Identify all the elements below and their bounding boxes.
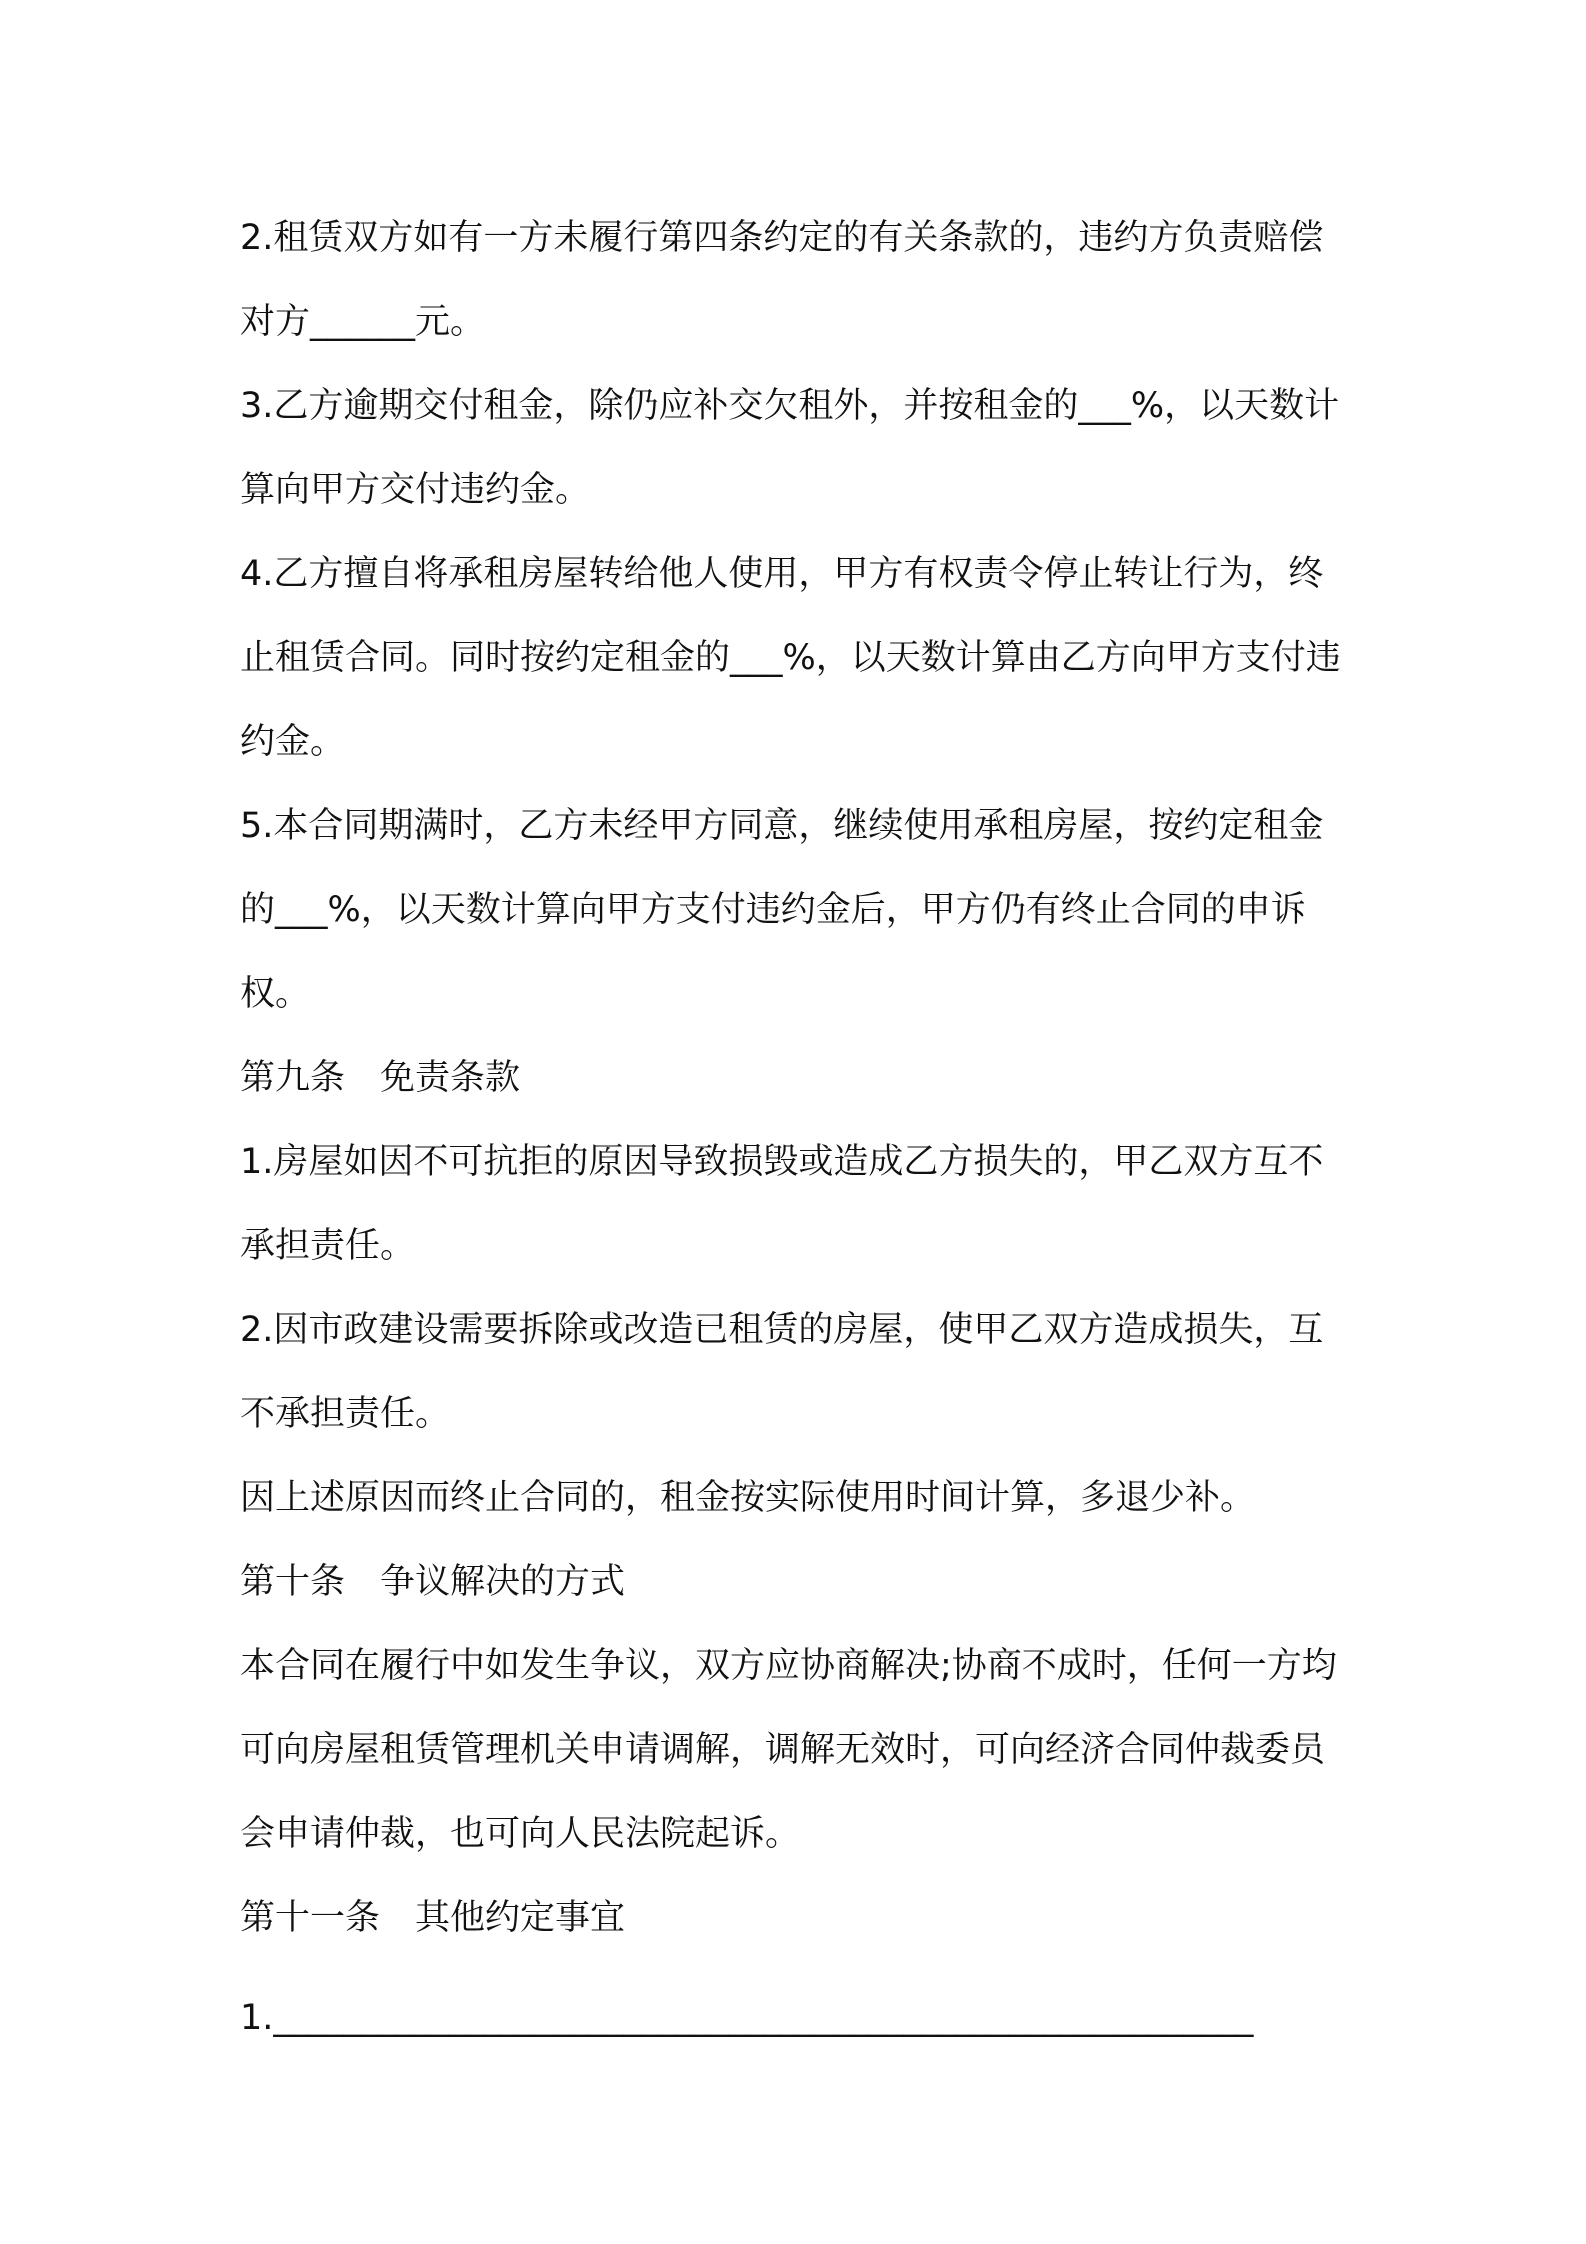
article-9-note: 因上述原因而终止合同的，租金按实际使用时间计算，多退少补。: [240, 1478, 1256, 1518]
article-11-item-1-blank: 1.________________________________________________________: [240, 1998, 1254, 2038]
article-9-item-2: 2.因市政建设需要拆除或改造已租赁的房屋，使甲乙双方造成损失，互不承担责任。: [240, 1310, 1324, 1434]
paragraph-breach-clause-5: 5.本合同期满时，乙方未经甲方同意，继续使用承租房屋，按约定租金的___%，以天数计算向甲方支付违约金后，甲方仍有终止合同的申诉权。: [240, 806, 1324, 1014]
paragraph-breach-clause-2: 2.租赁双方如有一方未履行第四条约定的有关条款的，违约方负责赔偿对方______元。: [240, 218, 1324, 342]
article-11-heading: 第十一条 其他约定事宜: [240, 1898, 626, 1938]
document-body: [240, 196, 1355, 2060]
article-10-body: 本合同在履行中如发生争议，双方应协商解决;协商不成时，任何一方均可向房屋租赁管理机关申请调解，调解无效时，可向经济合同仲裁委员会申请仲裁，也可向人民法院起诉。: [240, 1646, 1337, 1854]
paragraph-breach-clause-3: 3.乙方逾期交付租金，除仍应补交欠租外，并按租金的___%，以天数计算向甲方交付违约金。: [240, 386, 1340, 510]
article-9-item-1: 1.房屋如因不可抗拒的原因导致损毁或造成乙方损失的，甲乙双方互不承担责任。: [240, 1142, 1324, 1266]
article-10-heading: 第十条 争议解决的方式: [240, 1562, 626, 1602]
paragraph-breach-clause-4: 4.乙方擅自将承租房屋转给他人使用，甲方有权责令停止转让行为，终止租赁合同。同时按约定租金的___%，以天数计算由乙方向甲方支付违约金。: [240, 554, 1341, 762]
article-9-heading: 第九条 免责条款: [240, 1058, 521, 1098]
